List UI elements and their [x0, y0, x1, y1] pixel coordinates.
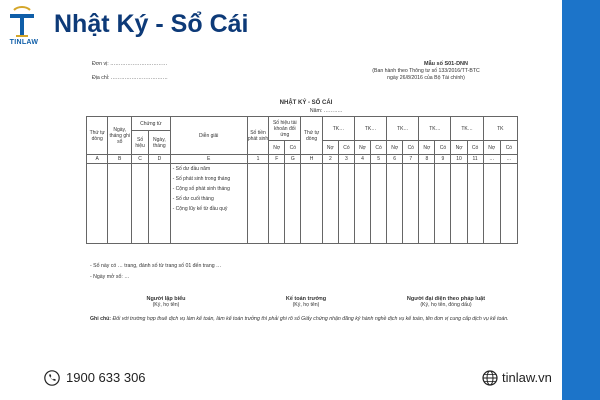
body-cell — [338, 164, 354, 244]
header-no: Nợ — [451, 141, 467, 155]
header-co: Có — [467, 141, 483, 155]
ledger-notes — [90, 261, 221, 283]
header-tk-4: TK… — [419, 117, 451, 141]
body-cell — [419, 164, 435, 244]
header-co: Có — [435, 141, 451, 155]
code-cell: C — [132, 155, 149, 164]
body-cell — [467, 164, 483, 244]
ghi-chu — [90, 316, 520, 323]
row-so-du-cuoi-thang: - Số dư cuối tháng — [172, 196, 214, 202]
form-note-line-2: ngày 26/8/2016 của Bộ Tài chính) — [387, 75, 465, 81]
body-cell — [247, 164, 268, 244]
header-co: Có — [285, 141, 301, 155]
signature-legal-rep — [376, 296, 516, 308]
header-ngay-ghi-so: Ngày, tháng ghi sổ — [108, 117, 132, 155]
header-no: Nợ — [322, 141, 338, 155]
ledger-table — [86, 116, 518, 244]
signature-chief-accountant-sub: (Ký, họ tên) — [292, 302, 320, 308]
header-tk-3: TK… — [387, 117, 419, 141]
body-cell — [87, 164, 108, 244]
signature-preparer-title: Người lập biểu — [146, 296, 186, 302]
body-cell — [269, 164, 285, 244]
header-ngay-thang: Ngày, tháng — [149, 131, 170, 155]
body-cell — [285, 164, 301, 244]
code-cell: … — [483, 155, 500, 164]
header-tk-5: TK… — [451, 117, 483, 141]
body-cell — [301, 164, 322, 244]
header-no: Nợ — [354, 141, 370, 155]
header-no: Nợ — [483, 141, 500, 155]
body-cell — [387, 164, 403, 244]
header-tk-doi-ung: Số hiệu tài khoản đối ứng — [269, 117, 301, 141]
website-link[interactable]: tinlaw.vn — [502, 370, 552, 385]
row-so-phat-sinh: - Số phát sinh trong tháng — [172, 176, 231, 182]
code-cell: 10 — [451, 155, 467, 164]
doc-title: NHẬT KÝ - SỔ CÁI — [279, 100, 333, 106]
code-cell: 11 — [467, 155, 483, 164]
header-dien-giai: Diễn giải — [170, 117, 247, 155]
ledger-document — [86, 58, 526, 356]
ghi-chu-text: Đối với trường hợp thuê dịch vụ làm kế toán, làm kế toán trưởng thì phải ghi rõ số Giấy chứng nhận đăng ký hành nghề dịch vụ kế toán, tên đơn vị cung cấp dịch vụ kế toán. — [112, 316, 509, 322]
code-cell: G — [285, 155, 301, 164]
signature-legal-rep-title: Người đại diện theo pháp luật — [406, 296, 486, 302]
code-cell: H — [301, 155, 322, 164]
code-row — [87, 155, 518, 164]
header-no: Nợ — [387, 141, 403, 155]
body-cell — [451, 164, 467, 244]
header-so-hieu: Số hiệu — [132, 131, 149, 155]
header-thu-tu-dong: Thứ tự dòng — [301, 117, 322, 155]
address-label: Địa chỉ: …………………………… — [92, 75, 168, 81]
header-co: Có — [500, 141, 517, 155]
body-cell — [354, 164, 370, 244]
phone-number[interactable]: 1900 633 306 — [66, 370, 146, 385]
page-title: Nhật Ký - Sổ Cái — [54, 10, 249, 38]
table-body-row — [87, 164, 518, 244]
code-cell: 8 — [419, 155, 435, 164]
code-cell: 6 — [387, 155, 403, 164]
header-chung-tu: Chứng từ — [132, 117, 171, 131]
signature-chief-accountant — [246, 296, 366, 308]
header-no: Nợ — [269, 141, 285, 155]
form-note-line-1: (Ban hành theo Thông tư số 133/2016/TT-BTC — [372, 68, 480, 74]
unit-label: Đơn vị: …………………………… — [92, 61, 168, 67]
logo-text: TINLAW — [9, 39, 39, 46]
code-cell: 3 — [338, 155, 354, 164]
header-co: Có — [403, 141, 419, 155]
code-cell: … — [500, 155, 517, 164]
note-pages: - Sổ này có … trang, đánh số từ trang số 01 đến trang … — [90, 263, 222, 269]
body-cell — [371, 164, 387, 244]
form-code: Mẫu số S01-DNN — [423, 61, 468, 67]
code-cell: D — [149, 155, 170, 164]
header-tk-6: TK — [483, 117, 517, 141]
header-tk-2: TK… — [354, 117, 386, 141]
body-cell — [149, 164, 170, 244]
row-cong-so-phat-sinh: - Cộng số phát sinh tháng — [172, 186, 230, 192]
code-cell: F — [269, 155, 285, 164]
code-cell: A — [87, 155, 108, 164]
body-cell — [322, 164, 338, 244]
code-cell: 4 — [354, 155, 370, 164]
body-cell — [483, 164, 500, 244]
body-cell — [435, 164, 451, 244]
row-so-du-dau-nam: - Số dư đầu năm — [172, 166, 211, 172]
body-cell — [500, 164, 517, 244]
body-dien-giai — [170, 164, 247, 244]
signature-preparer-sub: (Ký, họ tên) — [152, 302, 180, 308]
code-cell: 7 — [403, 155, 419, 164]
header-so-tien: Số tiền phát sinh — [247, 117, 268, 155]
note-date: - Ngày mở sổ: … — [90, 274, 130, 280]
header-co: Có — [338, 141, 354, 155]
form-note — [346, 68, 506, 82]
header-no: Nợ — [419, 141, 435, 155]
body-cell — [108, 164, 132, 244]
header-stt: Thứ tự dòng — [87, 117, 108, 155]
body-cell — [132, 164, 149, 244]
signature-chief-accountant-title: Kế toán trưởng — [285, 296, 327, 302]
code-cell: 9 — [435, 155, 451, 164]
body-cell — [403, 164, 419, 244]
code-cell: E — [170, 155, 247, 164]
signature-legal-rep-sub: (Ký, họ tên, đóng dấu) — [420, 302, 472, 308]
signature-preparer — [106, 296, 226, 308]
ghi-chu-label: Ghi chú: — [90, 316, 112, 322]
code-cell: B — [108, 155, 132, 164]
globe-icon — [482, 370, 498, 386]
code-cell: 1 — [247, 155, 268, 164]
row-cong-luy-ke: - Cộng lũy kế từ đầu quý — [172, 206, 228, 212]
header-tk-1: TK… — [322, 117, 354, 141]
header-co: Có — [371, 141, 387, 155]
code-cell: 5 — [371, 155, 387, 164]
code-cell: 2 — [322, 155, 338, 164]
phone-icon — [44, 370, 60, 386]
doc-year: Năm: ……….. — [309, 108, 343, 114]
